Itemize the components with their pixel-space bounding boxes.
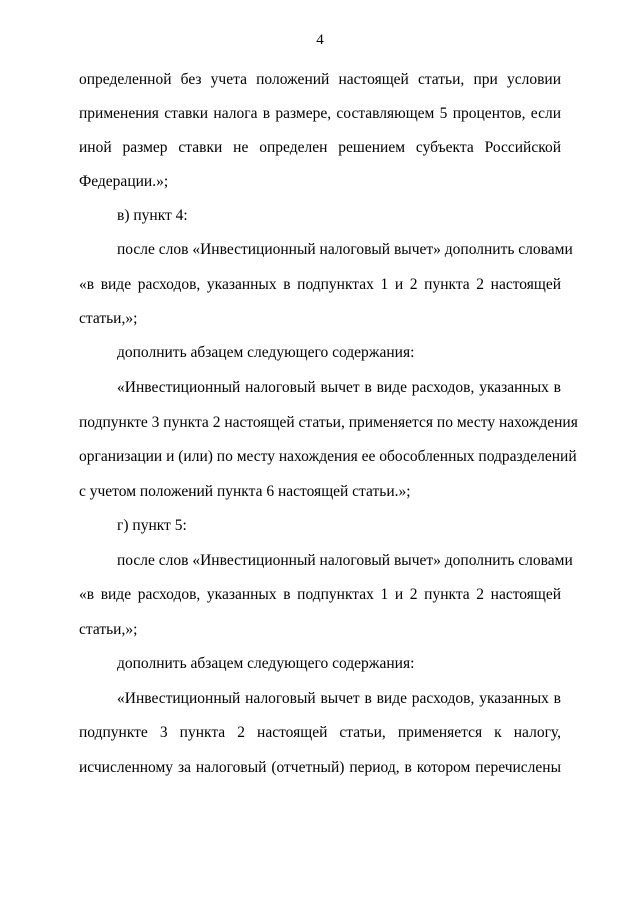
text-line: дополнить абзацем следующего содержания:: [117, 344, 415, 361]
text-line: в) пункт 4:: [117, 207, 188, 224]
text-line: исчисленному за налоговый (отчетный) период, в котором перечислены: [79, 759, 561, 776]
text-line: статьи,»;: [79, 310, 138, 327]
page-number: 4: [316, 32, 324, 48]
text-line: организации и (или) по месту нахождения ее обособленных подразделений: [79, 448, 577, 465]
text-line: иной размер ставки не определен решением субъекта Российской: [79, 139, 561, 156]
text-line: «в виде расходов, указанных в подпунктах 1 и 2 пункта 2 настоящей: [79, 586, 561, 603]
text-line: «Инвестиционный налоговый вычет в виде расходов, указанных в: [117, 379, 561, 396]
text-line: с учетом положений пункта 6 настоящей статьи.»;: [79, 483, 411, 500]
text-line: дополнить абзацем следующего содержания:: [117, 655, 415, 672]
text-line: применения ставки налога в размере, составляющем 5 процентов, если: [79, 105, 561, 122]
text-line: подпункте 3 пункта 2 настоящей статьи, применяется по месту нахождения: [79, 414, 578, 431]
text-line: «Инвестиционный налоговый вычет в виде расходов, указанных в: [117, 690, 561, 707]
text-line: Федерации.»;: [79, 173, 169, 190]
text-line: после слов «Инвестиционный налоговый вычет» дополнить словами: [117, 552, 573, 569]
text-line: определенной без учета положений настоящей статьи, при условии: [79, 71, 561, 88]
text-line: «в виде расходов, указанных в подпунктах 1 и 2 пункта 2 настоящей: [79, 276, 561, 293]
text-line: после слов «Инвестиционный налоговый вычет» дополнить словами: [117, 241, 573, 258]
text-line: статьи,»;: [79, 621, 138, 638]
text-line: г) пункт 5:: [117, 517, 187, 534]
text-line: подпункте 3 пункта 2 настоящей статьи, применяется к налогу,: [79, 724, 561, 741]
